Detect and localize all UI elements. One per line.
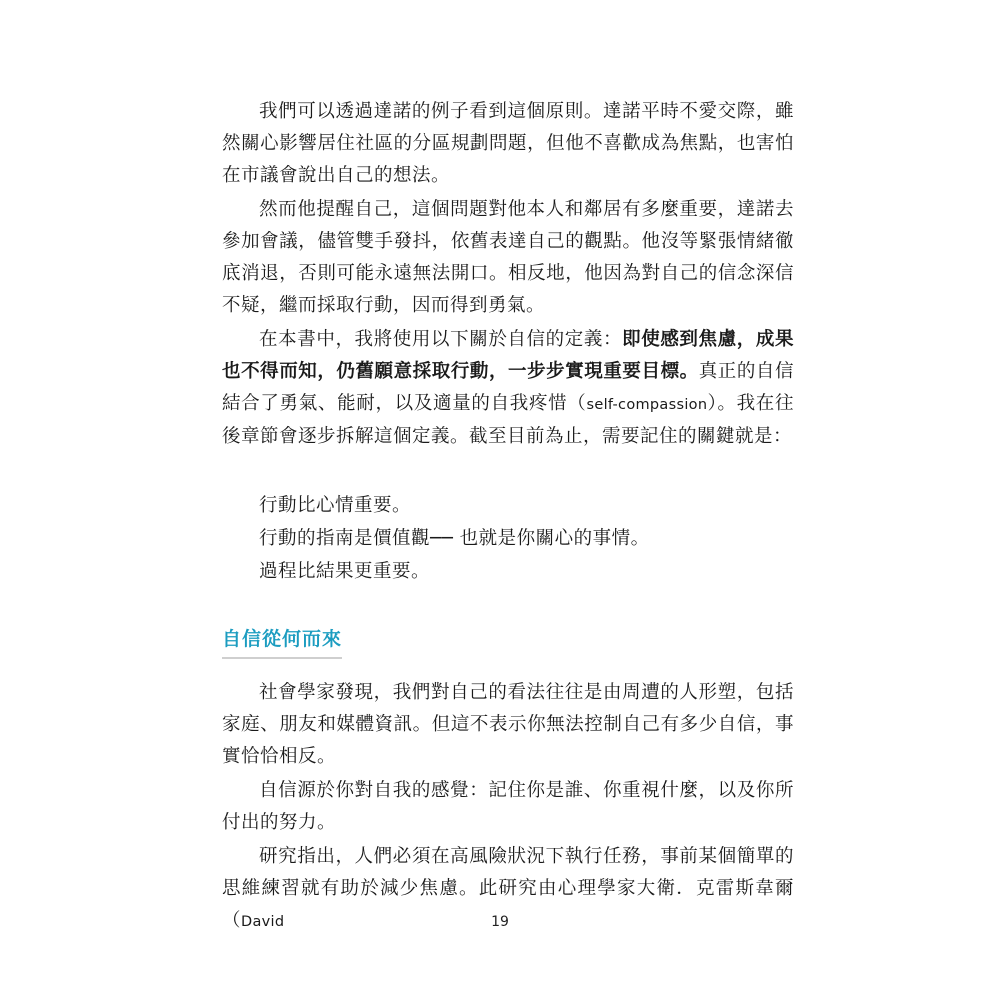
key-point: 行動的指南是價值觀── 也就是你關心的事情。 — [259, 528, 650, 549]
paragraph-dano-action: 然而他提醒自己，這個問題對他本人和鄰居有多麼重要，達諾去參加會議，儘管雙手發抖，依舊表達自己的觀點。他沒等緊張情緒徹底消退，否則可能永遠無法開口。相反地，他因為對自己的信念深信不疑，繼而採取行動，因而得到勇氣。 — [222, 199, 794, 316]
definition-latin-term: self-compassion — [586, 397, 708, 413]
page-number: 19 — [491, 914, 509, 930]
page-body — [222, 96, 794, 940]
definition-lead: 在本書中，我將使用以下關於自信的定義： — [259, 329, 623, 350]
key-point: 過程比結果更重要。 — [259, 561, 431, 582]
section-heading: 自信從何而來 — [222, 624, 342, 659]
definition-middle: 真正的自信結合了勇氣、能耐，以及適量的自我疼惜（ — [222, 361, 794, 414]
paragraph-confidence-definition — [222, 324, 794, 453]
research-latin-name: David — [241, 914, 285, 930]
key-points-list — [222, 489, 794, 588]
paragraph-sociologists: 社會學家發現，我們對自己的看法往往是由周遭的人形塑，包括家庭、朋友和媒體資訊。但這不表示你無法控制自己有多少自信，事實恰恰相反。 — [222, 682, 794, 767]
key-point: 行動比心情重要。 — [259, 495, 412, 516]
research-text: 研究指出，人們必須在高風險狀況下執行任務，事前某個簡單的思維練習就有助於減少焦慮。此研究由心理學家大衛．克雷斯韋爾（ — [222, 846, 794, 931]
paragraph-dano-example: 我們可以透過達諾的例子看到這個原則。達諾平時不愛交際，雖然關心影響居住社區的分區規劃問題，但他不喜歡成為焦點，也害怕在市議會說出自己的想法。 — [222, 101, 794, 186]
definition-tail: ）。我在往後章節會逐步拆解這個定義。截至目前為止，需要記住的關鍵就是： — [222, 393, 794, 447]
paragraph-self-perception: 自信源於你對自我的感覺：記住你是誰、你重視什麼，以及你所付出的努力。 — [222, 780, 794, 833]
definition-bold: 即使感到焦慮，成果也不得而知，仍舊願意採取行動，一步步實現重要目標。 — [222, 329, 794, 382]
